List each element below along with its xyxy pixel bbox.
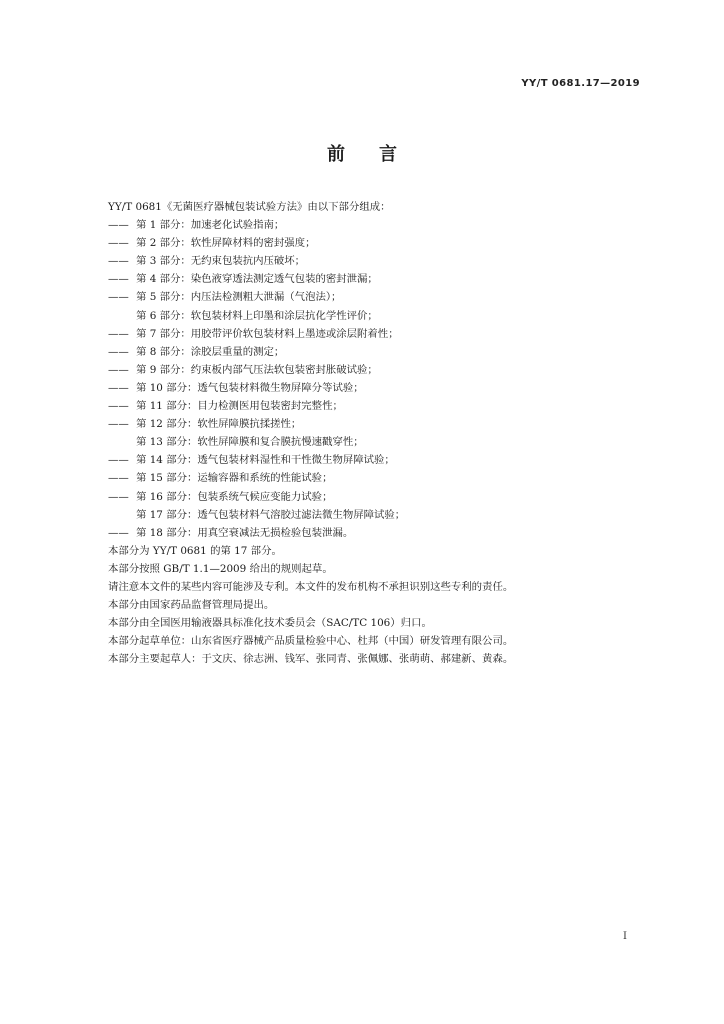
part-dash: ——	[108, 291, 129, 304]
part-text: 第 5 部分：内压法检测粗大泄漏（气泡法）；	[136, 291, 342, 304]
part-text: 第 6 部分：软包装材料上印墨和涂层抗化学性评价；	[136, 309, 378, 322]
part-item	[108, 379, 648, 397]
intro-line: YY/T 0681《无菌医疗器械包装试验方法》由以下部分组成：	[108, 201, 391, 213]
part-dash: ——	[108, 345, 129, 358]
part-dash: ——	[108, 219, 129, 232]
part-item	[108, 270, 648, 288]
part-item	[108, 451, 648, 469]
part-dash: ——	[108, 255, 129, 268]
part-text: 第 17 部分：透气包装材料气溶胶过滤法微生物屏障试验；	[136, 508, 406, 521]
part-text: 第 4 部分：染色液穿透法测定透气包装的密封泄漏；	[136, 273, 378, 286]
part-text: 第 16 部分：包装系统气候应变能力试验；	[136, 490, 333, 503]
paragraph: 本部分起草单位：山东省医疗器械产品质量检验中心、杜邦（中国）研发管理有限公司。	[108, 635, 514, 648]
part-text: 第 2 部分：软性屏障材料的密封强度；	[136, 237, 316, 250]
part-item	[108, 288, 648, 306]
part-text: 第 10 部分：透气包装材料微生物屏障分等试验；	[136, 381, 364, 394]
page-title: 前言	[327, 144, 431, 165]
foreword-body	[108, 198, 648, 668]
part-dash: ——	[108, 237, 129, 250]
part-dash: ——	[108, 454, 129, 467]
part-item	[108, 488, 648, 506]
part-item	[108, 252, 648, 270]
part-item	[108, 469, 648, 487]
part-text: 第 1 部分：加速老化试验指南；	[136, 219, 285, 232]
paragraph: 本部分由国家药品监督管理局提出。	[108, 599, 275, 612]
part-item	[108, 361, 648, 379]
part-item	[108, 524, 648, 542]
part-dash: ——	[108, 472, 129, 485]
part-dash: ——	[108, 526, 129, 539]
part-text: 第 9 部分：约束板内部气压法软包装密封胀破试验；	[136, 363, 378, 376]
part-item	[108, 433, 648, 451]
part-dash: ——	[108, 418, 129, 431]
parts-list	[108, 216, 648, 542]
part-text: 第 8 部分：涂胶层重量的测定；	[136, 345, 285, 358]
part-item	[108, 343, 648, 361]
part-text: 第 7 部分：用胶带评价软包装材料上墨迹或涂层附着性；	[136, 327, 399, 340]
part-item	[108, 397, 648, 415]
part-dash: ——	[108, 381, 129, 394]
part-dash: ——	[108, 327, 129, 340]
part-item	[108, 307, 648, 325]
part-text: 第 11 部分：目力检测医用包装密封完整性；	[136, 400, 343, 413]
paragraph: 本部分为 YY/T 0681 的第 17 部分。	[108, 544, 282, 557]
paragraph: 本部分主要起草人：于文庆、徐志洲、钱军、张同青、张佩娜、张萌萌、郝建新、黄森。	[108, 653, 514, 666]
paragraphs	[108, 542, 648, 669]
part-dash: ——	[108, 400, 129, 413]
page-number: I	[623, 931, 627, 942]
part-dash: ——	[108, 490, 129, 503]
part-dash: ——	[108, 273, 129, 286]
part-item	[108, 506, 648, 524]
part-text: 第 14 部分：透气包装材料湿性和干性微生物屏障试验；	[136, 454, 395, 467]
part-text: 第 12 部分：软性屏障膜抗揉搓性；	[136, 418, 302, 431]
part-text: 第 3 部分：无约束包装抗内压破坏；	[136, 255, 306, 268]
paragraph: 本部分按照 GB/T 1.1—2009 给出的规则起草。	[108, 562, 333, 575]
part-item	[108, 325, 648, 343]
paragraph: 请注意本文件的某些内容可能涉及专利。本文件的发布机构不承担识别这些专利的责任。	[108, 580, 514, 593]
part-item	[108, 234, 648, 252]
part-text: 第 15 部分：运输容器和系统的性能试验；	[136, 472, 333, 485]
part-dash: ——	[108, 363, 129, 376]
part-item	[108, 216, 648, 234]
standard-number: YY/T 0681.17—2019	[521, 78, 640, 89]
part-item	[108, 415, 648, 433]
paragraph: 本部分由全国医用输液器具标准化技术委员会（SAC/TC 106）归口。	[108, 617, 432, 630]
part-text: 第 13 部分：软性屏障膜和复合膜抗慢速戳穿性；	[136, 436, 364, 449]
part-text: 第 18 部分：用真空衰减法无损检验包装泄漏。	[136, 526, 354, 539]
